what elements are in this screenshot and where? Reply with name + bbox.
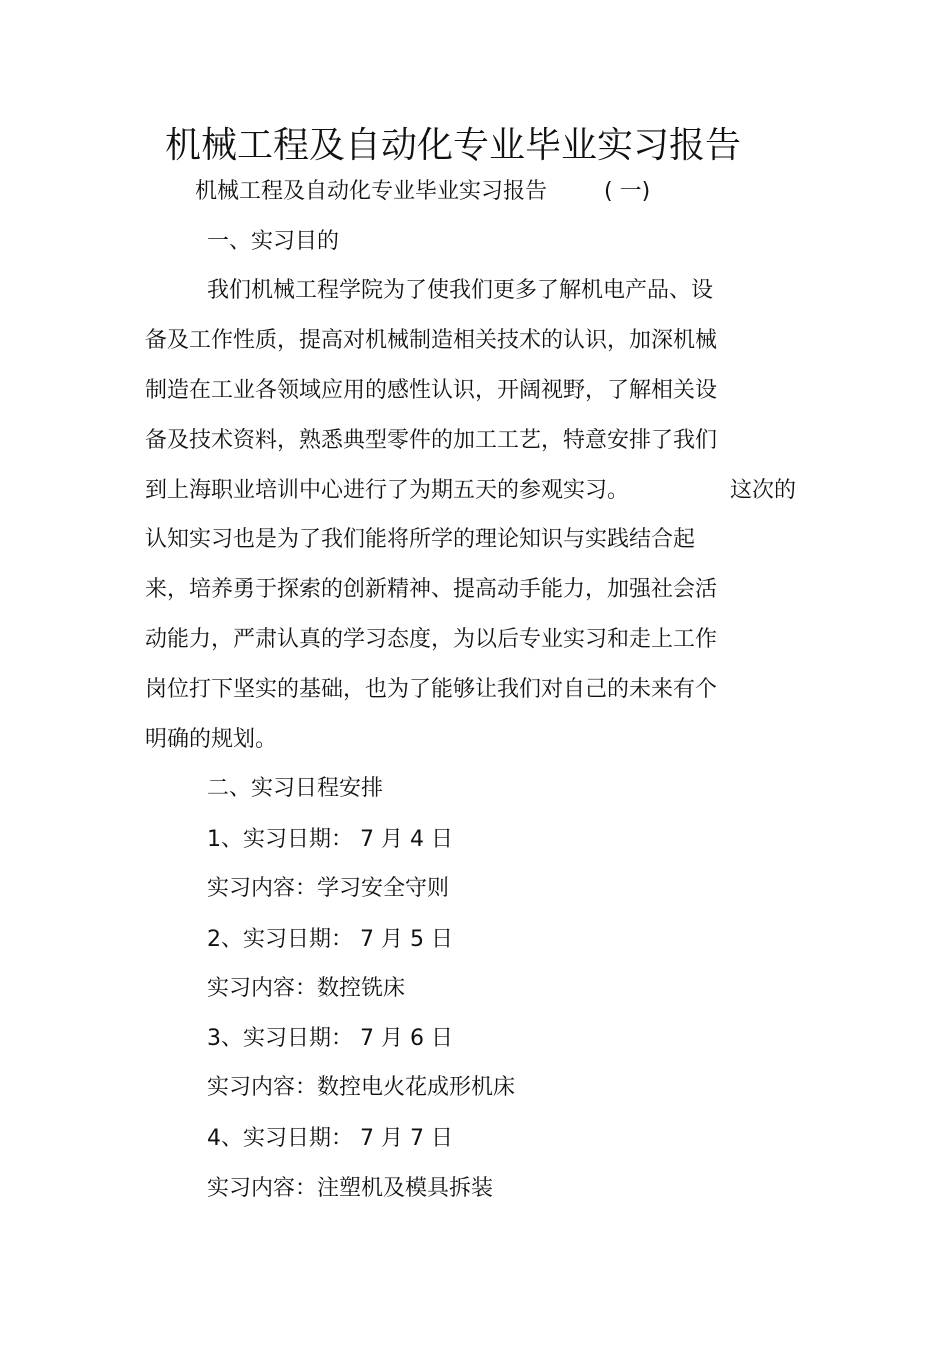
paragraph-line: 动能力，严肃认真的学习态度，为以后专业实习和走上工作 [145,627,718,652]
paragraph-line: 到上海职业培训中心进行了为期五天的参观实习。 [145,478,630,503]
paragraph-line: 认知实习也是为了我们能将所学的理论知识与实践结合起 [145,527,696,552]
document-subtitle-number: ( 一) [604,179,651,204]
schedule-content-line: 实习内容：数控铣床 [207,976,406,1001]
paragraph-line: 明确的规划。 [145,727,278,752]
schedule-date-line: 2、实习日期： 7 月 5 日 [207,927,453,952]
paragraph-line: 制造在工业各领域应用的感性认识，开阔视野，了解相关设 [145,378,718,403]
paragraph-line-tail: 这次的 [730,478,797,503]
paragraph-line: 备及技术资料，熟悉典型零件的加工工艺，特意安排了我们 [145,428,718,453]
schedule-date-line: 3、实习日期： 7 月 6 日 [207,1026,453,1051]
document-subtitle: 机械工程及自动化专业毕业实习报告 [195,179,548,204]
document-title: 机械工程及自动化专业毕业实习报告 [164,125,741,166]
paragraph-line: 岗位打下坚实的基础，也为了能够让我们对自己的未来有个 [145,677,718,702]
schedule-content-line: 实习内容：数控电火花成形机床 [207,1075,516,1100]
paragraph-line: 备及工作性质，提高对机械制造相关技术的认识，加深机械 [145,328,718,353]
section-heading-schedule: 二、实习日程安排 [207,776,384,801]
paragraph-line: 我们机械工程学院为了使我们更多了解机电产品、设 [207,278,714,303]
section-heading-purpose: 一、实习目的 [207,229,340,254]
schedule-date-line: 4、实习日期： 7 月 7 日 [207,1126,453,1151]
schedule-content-line: 实习内容：学习安全守则 [207,876,450,901]
schedule-date-line: 1、实习日期： 7 月 4 日 [207,827,453,852]
schedule-content-line: 实习内容：注塑机及模具拆装 [207,1176,494,1201]
paragraph-line: 来，培养勇于探索的创新精神、提高动手能力，加强社会活 [145,577,718,602]
